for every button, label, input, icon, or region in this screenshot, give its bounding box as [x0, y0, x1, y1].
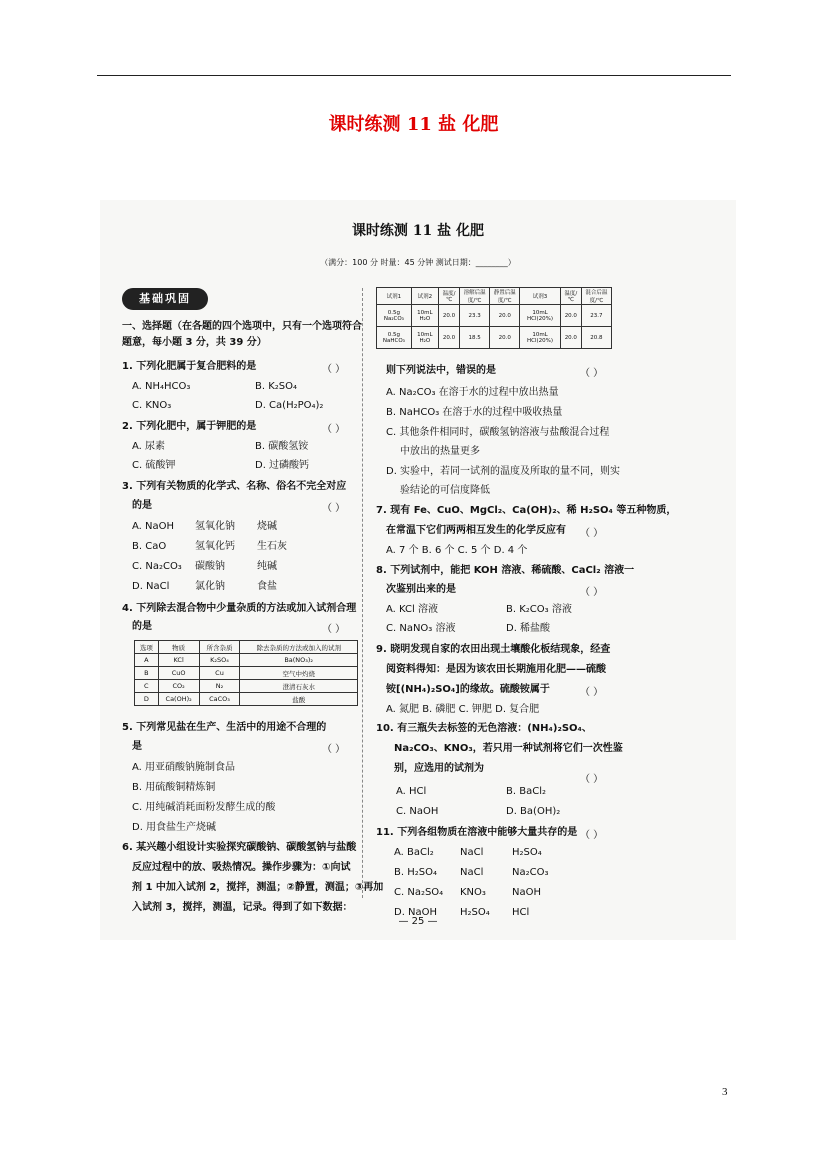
option-name: 氢氧化钠 [195, 521, 235, 532]
column-divider [362, 288, 363, 898]
question-7-cont: 在常温下它们两两相互发生的化学反应有 [386, 525, 566, 536]
page-title: 课时练测 11 盐 化肥 [328, 114, 499, 135]
table-header-cell: 物质 [158, 641, 199, 654]
answer-blank: （ ） [580, 830, 604, 841]
table-row [135, 680, 358, 693]
question-6-cont: 反应过程中的放、吸热情况。操作步骤为：①向试 [132, 862, 351, 873]
table-header-cell: 溶解后温度/℃ [460, 288, 490, 305]
question-3-cont: 的是 [132, 500, 152, 511]
option: C. 用纯碱消耗面粉发酵生成的酸 [132, 802, 276, 813]
question-8: 8. 下列试剂中，能把 KOH 溶液、稀硫酸、CaCl₂ 溶液一 [376, 565, 635, 576]
option: D. 用食盐生产烧碱 [132, 822, 217, 833]
page-number: 3 [722, 1086, 728, 1098]
table-header-row [135, 641, 358, 654]
answer-blank: （ ） [322, 624, 346, 635]
option-alias: 纯碱 [257, 561, 277, 572]
table-cell: 20.0 [490, 305, 520, 327]
table-cell: 10mL HCl(20%) [520, 327, 561, 349]
question-10-cont: Na₂CO₃、KNO₃，若只用一种试剂将它们一次性鉴 [394, 743, 623, 754]
section-badge: 基础巩固 [122, 288, 208, 310]
option: B. NaHCO₃ 在溶于水的过程中吸收热量 [386, 407, 563, 418]
table-cell: N₂ [199, 680, 240, 693]
option-item: Na₂CO₃ [512, 867, 549, 878]
option: A. NaOH [132, 521, 175, 532]
option: D. 过磷酸钙 [255, 460, 310, 471]
question-5: 5. 下列常见盐在生产、生活中的用途不合理的 [122, 722, 327, 733]
option: B. K₂CO₃ 溶液 [506, 604, 572, 615]
table-cell: 10mL H₂O [411, 327, 438, 349]
table-cell: B [135, 667, 159, 680]
answer-blank: （ ） [322, 364, 346, 375]
table-header-cell: 试剂3 [520, 288, 561, 305]
option: B. K₂SO₄ [255, 381, 298, 392]
option-alias: 生石灰 [257, 541, 287, 552]
option-row: A. 7 个 B. 6 个 C. 5 个 D. 4 个 [386, 545, 528, 556]
table-cell: 澄清石灰水 [240, 680, 358, 693]
experiment-table [376, 287, 612, 349]
table-cell: 盐酸 [240, 693, 358, 706]
question-4: 4. 下列除去混合物中少量杂质的方法或加入试剂合理 [122, 603, 357, 614]
section-heading: 一、选择题（在各题的四个选项中，只有一个选项符合 [122, 321, 362, 332]
question-11: 11. 下列各组物质在溶液中能够大量共存的是 [376, 827, 578, 838]
table-header-cell: 混合后温度/℃ [581, 288, 611, 305]
answer-blank: （ ） [322, 503, 346, 514]
question-9-cont: 阅资料得知：是因为该农田长期施用化肥——硫酸 [386, 664, 606, 675]
option: D. 实验中，若同一试剂的温度及所取的量不同，则实 [386, 466, 621, 477]
question-6: 6. 某兴趣小组设计实验探究碳酸钠、碳酸氢钠与盐酸 [122, 842, 357, 853]
table-header-cell: 试剂2 [411, 288, 438, 305]
option-alias: 食盐 [257, 581, 277, 592]
question-9: 9. 晓明发现自家的农田出现土壤酸化板结现象，经查 [376, 644, 611, 655]
question-7: 7. 现有 Fe、CuO、MgCl₂、Ca(OH)₂、稀 H₂SO₄ 等五种物质， [376, 505, 677, 516]
option: B. 碳酸氢铵 [255, 441, 309, 452]
table-header-row [377, 288, 612, 305]
table-cell: 20.0 [490, 327, 520, 349]
option: B. 用硫酸铜精炼铜 [132, 782, 216, 793]
answer-blank: （ ） [580, 687, 604, 698]
option-name: 氯化钠 [195, 581, 225, 592]
answer-blank: （ ） [322, 744, 346, 755]
table-header-cell: 除去杂质的方法或加入的试剂 [240, 641, 358, 654]
table-cell: 10mL HCl(20%) [520, 305, 561, 327]
question-9-cont: 铵[(NH₄)₂SO₄]的缘故。硫酸铵属于 [386, 684, 550, 695]
option: C. NaOH [396, 806, 439, 817]
option: A. 尿素 [132, 441, 166, 452]
option-item: NaCl [460, 847, 484, 858]
question-10: 10. 有三瓶失去标签的无色溶液：(NH₄)₂SO₄、 [376, 723, 592, 734]
table-cell: 10mL H₂O [411, 305, 438, 327]
table-cell: CaCO₃ [199, 693, 240, 706]
option: A. Na₂CO₃ 在溶于水的过程中放出热量 [386, 387, 559, 398]
table-row [377, 327, 612, 349]
option-item: H₂SO₄ [460, 907, 490, 918]
scanned-page [100, 200, 736, 940]
option-item: H₂SO₄ [512, 847, 542, 858]
question-5-cont: 是 [132, 741, 142, 752]
option: B. BaCl₂ [506, 786, 546, 797]
top-rule [97, 75, 731, 76]
option: D. NaCl [132, 581, 170, 592]
question-6-cont: 入试剂 3，搅拌，测温，记录。得到了如下数据： [132, 902, 353, 913]
question-6-cont: 剂 1 中加入试剂 2，搅拌，测温；②静置，测温；③再加 [132, 882, 384, 893]
scan-title: 课时练测 11 盐 化肥 [351, 223, 485, 239]
table-cell: C [135, 680, 159, 693]
option: C. 其他条件相同时，碳酸氢钠溶液与盐酸混合过程 [386, 427, 610, 438]
option: A. NH₄HCO₃ [132, 381, 191, 392]
question-6-ask: 则下列说法中，错误的是 [386, 365, 496, 376]
option-row: A. 氮肥 B. 磷肥 C. 钾肥 D. 复合肥 [386, 704, 540, 715]
option: C. Na₂SO₄ [394, 887, 444, 898]
answer-blank: （ ） [580, 774, 604, 785]
table-row [135, 667, 358, 680]
option: B. CaO [132, 541, 167, 552]
option-cont: 验结论的可信度降低 [400, 485, 490, 496]
answer-blank: （ ） [580, 587, 604, 598]
table-cell: 18.5 [460, 327, 490, 349]
question-3: 3. 下列有关物质的化学式、名称、俗名不完全对应 [122, 481, 347, 492]
table-header-cell: 选项 [135, 641, 159, 654]
option: D. Ca(H₂PO₄)₂ [255, 400, 324, 411]
option-item: HCl [512, 907, 530, 918]
table-header-cell: 静置后温度/℃ [490, 288, 520, 305]
option-name: 碳酸钠 [195, 561, 225, 572]
impurity-table [134, 640, 358, 706]
option: A. BaCl₂ [394, 847, 434, 858]
table-cell: K₂SO₄ [199, 654, 240, 667]
table-header-cell: 试剂1 [377, 288, 412, 305]
table-cell: CuO [158, 667, 199, 680]
option: D. NaOH [394, 907, 438, 918]
option: C. NaNO₃ 溶液 [386, 623, 456, 634]
option: D. 稀盐酸 [506, 623, 551, 634]
option: D. Ba(OH)₂ [506, 806, 561, 817]
table-cell: 0.5g NaHCO₃ [377, 327, 412, 349]
table-cell: Ca(OH)₂ [158, 693, 199, 706]
table-cell: 20.0 [560, 327, 581, 349]
section-heading-2: 题意，每小题 3 分，共 39 分） [122, 337, 267, 348]
table-cell: 0.5g Na₂CO₃ [377, 305, 412, 327]
question-10-cont: 别，应选用的试剂为 [394, 763, 484, 774]
scan-page-footer: — 25 — [398, 916, 438, 927]
option: B. H₂SO₄ [394, 867, 437, 878]
question-8-cont: 次鉴别出来的是 [386, 584, 456, 595]
table-cell: CO₂ [158, 680, 199, 693]
option: C. 硫酸钾 [132, 460, 176, 471]
table-cell: Ba(NO₃)₂ [240, 654, 358, 667]
table-cell: 20.0 [560, 305, 581, 327]
table-cell: KCl [158, 654, 199, 667]
table-cell: Cu [199, 667, 240, 680]
option-cont: 中放出的热量更多 [400, 446, 480, 457]
table-row [135, 654, 358, 667]
table-cell: D [135, 693, 159, 706]
table-cell: 空气中灼烧 [240, 667, 358, 680]
option-item: KNO₃ [460, 887, 486, 898]
scan-subtitle: （满分：100 分 时量：45 分钟 测试日期：________） [320, 258, 516, 267]
option: A. HCl [396, 786, 427, 797]
table-cell: 20.8 [581, 327, 611, 349]
option-item: NaCl [460, 867, 484, 878]
table-header-cell: 温度/℃ [439, 288, 460, 305]
question-1: 1. 下列化肥属于复合肥料的是 [122, 361, 257, 372]
option: A. KCl 溶液 [386, 604, 438, 615]
option: C. Na₂CO₃ [132, 561, 182, 572]
answer-blank: （ ） [322, 424, 346, 435]
table-cell: 20.0 [439, 305, 460, 327]
question-4-cont: 的是 [132, 621, 152, 632]
option-alias: 烧碱 [257, 521, 277, 532]
option: C. KNO₃ [132, 400, 172, 411]
table-cell: 20.0 [439, 327, 460, 349]
question-2: 2. 下列化肥中，属于钾肥的是 [122, 421, 257, 432]
table-cell: A [135, 654, 159, 667]
answer-blank: （ ） [580, 368, 604, 379]
table-header-cell: 温度/℃ [560, 288, 581, 305]
table-row [135, 693, 358, 706]
table-cell: 23.3 [460, 305, 490, 327]
answer-blank: （ ） [580, 528, 604, 539]
option: A. 用亚硝酸钠腌制食品 [132, 762, 236, 773]
table-header-cell: 所含杂质 [199, 641, 240, 654]
table-row [377, 305, 612, 327]
table-cell: 23.7 [581, 305, 611, 327]
option-name: 氢氧化钙 [195, 541, 235, 552]
option-item: NaOH [512, 887, 541, 898]
